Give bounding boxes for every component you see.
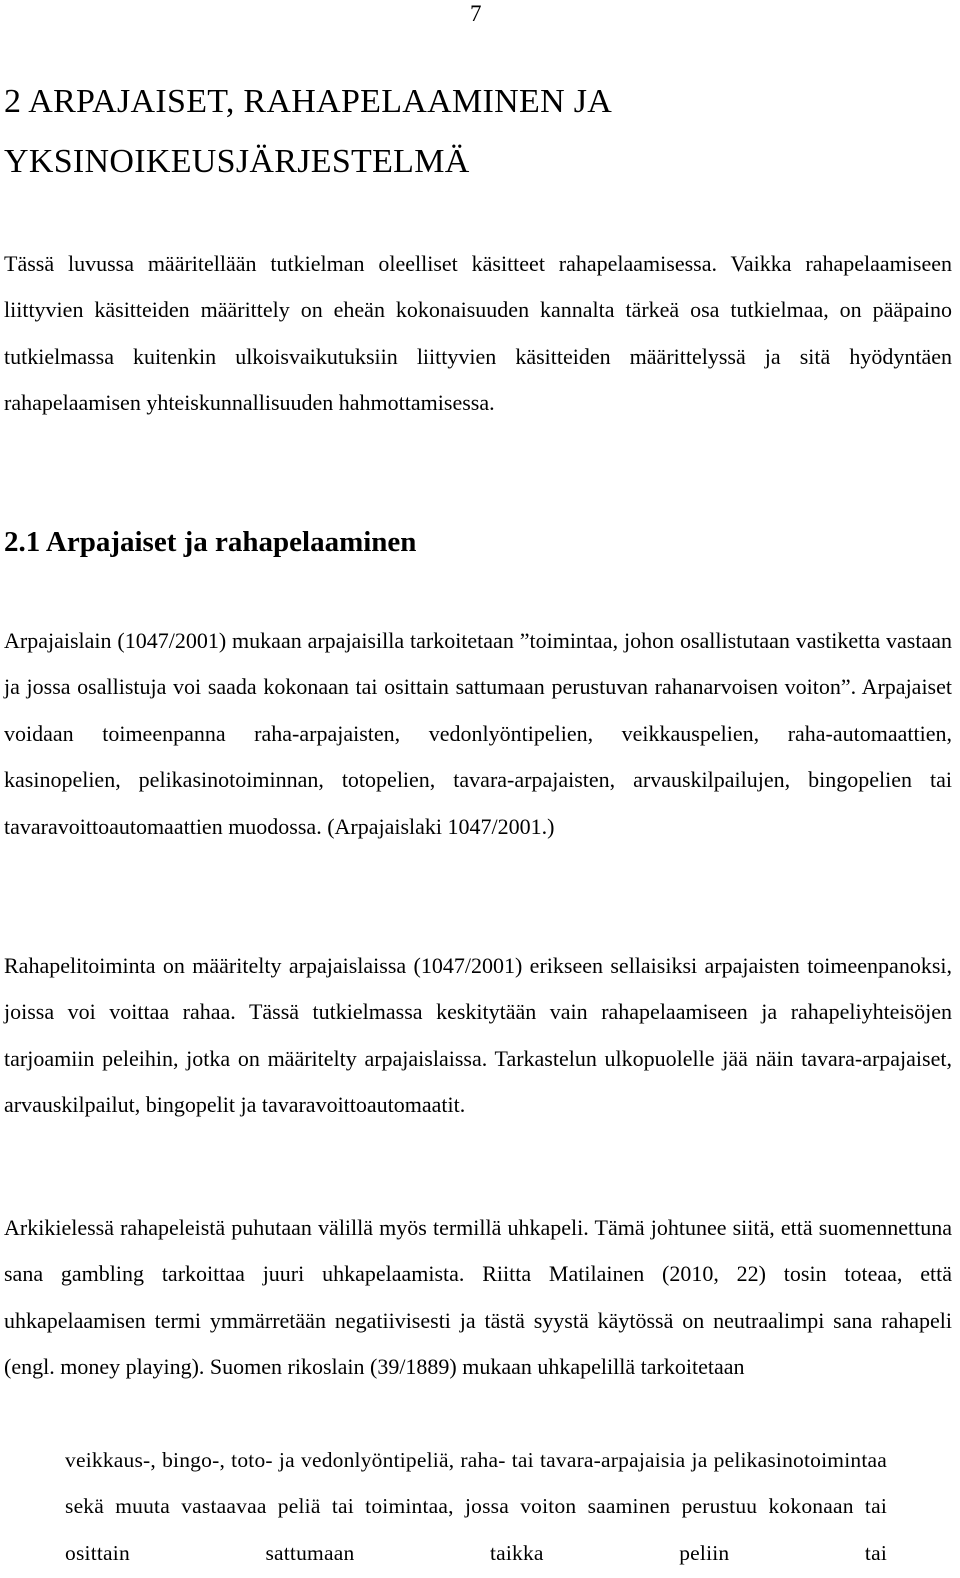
chapter-intro-paragraph: Tässä luvussa määritellään tutkielman oleelliset käsitteet rahapelaamisessa. Vaikka rahapelaamiseen liittyvien käsitteiden määrittely on eheän kokonaisuuden kannalta tärkeä osa tutkielmaa, on pääpaino tutkielmassa kuitenkin ulkoisvaikutuksiin liittyvien käsitteiden määrittelyssä ja sitä hyödyntäen rahapelaamisen yhteiskunnallisuuden hahmottamisessa. [4, 251, 952, 416]
page-number: 7 [470, 1, 482, 26]
body-paragraph-1: Arpajaislain (1047/2001) mukaan arpajaisilla tarkoitetaan ”toimintaa, johon osallistutaan vastiketta vastaan ja jossa osallistuja voi saada kokonaan tai osittain sattumaan perustuvan rahanarvoisen voiton”. Arpajaiset voidaan toimeenpanna raha-arpajaisten, vedonlyöntipelien, veikkauspelien, raha-automaattien, kasinopelien, pelikasinotoiminnan, totopelien, tavara-arpajaisten, arvauskilpailujen, bingopelien tai tavaravoittoautomaattien muodossa. (Arpajaislaki 1047/2001.) [4, 628, 952, 839]
section-title: 2.1 Arpajaiset ja rahapelaaminen [4, 526, 417, 558]
body-paragraph-2: Rahapelitoiminta on määritelty arpajaislaissa (1047/2001) erikseen sellaisiksi arpajaisten toimeenpanoksi, joissa voi voittaa rahaa. Tässä tutkielmassa keskitytään vain rahapelaamiseen ja rahapeliyhteisöjen tarjoamiin peleihin, jotka on määritelty arpajaislaissa. Tarkastelun ulkopuolelle jää näin tavara-arpajaiset, arvauskilpailut, bingopelit ja tavaravoittoautomaatit. [4, 953, 952, 1118]
block-quote: veikkaus-, bingo-, toto- ja vedonlyöntipeliä, raha- tai tavara-arpajaisia ja pelikasinotoimintaa sekä muuta vastaavaa peliä tai toimintaa, jossa voiton saaminen perustuu kokonaan tai osittain sattumaan taikka peliin tai [65, 1448, 887, 1565]
chapter-title: 2 ARPAJAISET, RAHAPELAAMINEN JA YKSINOIKEUSJÄRJESTELMÄ [4, 83, 611, 180]
body-paragraph-3: Arkikielessä rahapeleistä puhutaan välillä myös termillä uhkapeli. Tämä johtunee siitä, että suomennettuna sana gambling tarkoittaa juuri uhkapelaamista. Riitta Matilainen (2010, 22) tosin toteaa, että uhkapelaamisen termi ymmärretään negatiivisesti ja tästä syystä käytössä on neutraalimpi sana rahapeli (engl. money playing). Suomen rikoslain (39/1889) mukaan uhkapelillä tarkoitetaan [4, 1215, 952, 1380]
